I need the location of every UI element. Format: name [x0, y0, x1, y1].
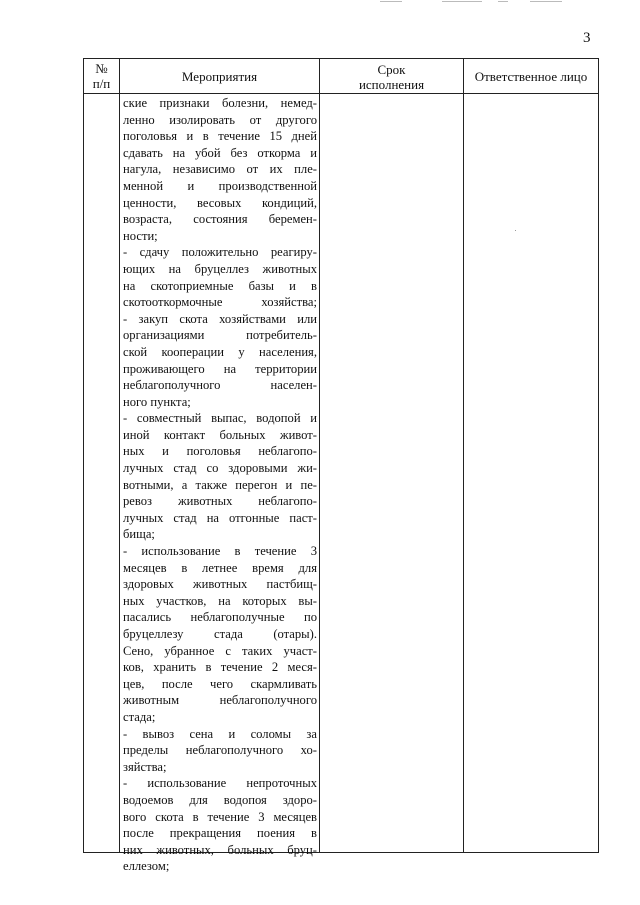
measures-text-line: ревоз животных неблагопо- [123, 494, 317, 509]
measures-text-line: на скотоприемные базы и в [123, 278, 317, 293]
measures-text-line: неблагополучного населен- [123, 378, 317, 393]
header-number-line-2: п/п [92, 76, 111, 91]
measures-text-line: пасались неблагополучные по [123, 610, 317, 625]
table-left-border [83, 58, 84, 853]
table-right-border [598, 58, 599, 853]
table-header-border [83, 93, 599, 94]
measures-text-line: возраста, состояния беремен- [123, 212, 317, 227]
measures-text-line: - закуп скота хозяйствами или [123, 311, 317, 326]
table-top-border [83, 58, 599, 59]
header-number [84, 61, 119, 91]
measures-text-line: ской кооперации у населения, [123, 344, 317, 359]
header-responsible: Ответственное лицо [474, 69, 588, 84]
header-term [320, 62, 463, 92]
measures-text-line: - совместный выпас, водопой и [123, 411, 317, 426]
page-number: 3 [583, 30, 591, 46]
measures-text-line: ного пункта; [123, 394, 191, 409]
measures-text-line: - сдачу положительно реагиру- [123, 245, 317, 260]
measures-text-line: еллезом; [123, 859, 170, 874]
measures-text-line: стада; [123, 709, 156, 724]
measures-text-line: Сено, убранное с таких участ- [123, 643, 317, 658]
measures-text-line: ющих на бруцеллез животных [123, 261, 317, 276]
header-number-line-1: № [95, 61, 108, 76]
measures-text-line: ных и поголовья неблагопо- [123, 444, 317, 459]
measures-text-line: - использование в течение 3 [123, 544, 317, 559]
measures-text-line: после прекращения поения в [123, 826, 317, 841]
measures-text-line: организациями потребитель- [123, 328, 317, 343]
measures-text-line: поголовья и в течение 15 дней [123, 129, 317, 144]
measures-text-line: вотными, а также перегон и пе- [123, 477, 317, 492]
measures-text-line: вого скота в течение 3 месяцев [123, 809, 317, 824]
scan-artifact [380, 0, 580, 4]
measures-text-line: животным неблагополучного [123, 693, 317, 708]
column-divider-1 [119, 58, 120, 853]
measures-cell-text [123, 95, 317, 875]
measures-text-line: водоемов для водопоя здоро- [123, 792, 317, 807]
measures-text-line: них животных, больных бруц- [123, 842, 317, 857]
header-measures: Мероприятия [181, 69, 258, 84]
measures-text-line: месяцев в летнее время для [123, 560, 317, 575]
measures-text-line: бруцеллезу стада (отары). [123, 627, 317, 641]
measures-text-line: ценности, весовых кондиций, [123, 195, 317, 210]
measures-text-line: лучных стад на отгонные паст- [123, 510, 317, 525]
measures-text-line: здоровых животных пастбищ- [123, 577, 317, 592]
scan-speck [515, 230, 516, 231]
measures-text-line: цев, после чего скармливать [123, 676, 317, 691]
header-term-line-2: исполнения [358, 77, 425, 92]
measures-text-line: бища; [123, 527, 155, 542]
header-term-line-1: Срок [377, 62, 406, 77]
measures-text-line: - вывоз сена и соломы за [123, 726, 317, 741]
measures-text-line: проживающего на территории [123, 361, 317, 376]
measures-text-line: сдавать на убой без откорма и [123, 145, 317, 160]
measures-text-line: - использование непроточных [123, 776, 317, 791]
measures-text-line: ков, хранить в течение 2 меся- [123, 660, 317, 675]
column-divider-3 [463, 58, 464, 853]
measures-text-line: нагула, независимо от их пле- [123, 162, 317, 177]
measures-text-line: ские признаки болезни, немед- [123, 96, 317, 110]
measures-text-line: менной и производственной [123, 178, 317, 193]
measures-text-line: пределы неблагополучного хо- [123, 743, 317, 758]
measures-text-line: иной контакт больных живот- [123, 427, 317, 442]
measures-text-line: скотооткормочные хозяйства; [123, 295, 317, 310]
measures-text-line: лучных стад со здоровыми жи- [123, 461, 317, 476]
measures-text-line: ных участков, на которых вы- [123, 593, 317, 608]
measures-text-line: ленно изолировать от другого [123, 112, 317, 127]
measures-text-line: ности; [123, 228, 158, 243]
column-divider-2 [319, 58, 320, 853]
measures-text-line: зяйства; [123, 759, 167, 774]
